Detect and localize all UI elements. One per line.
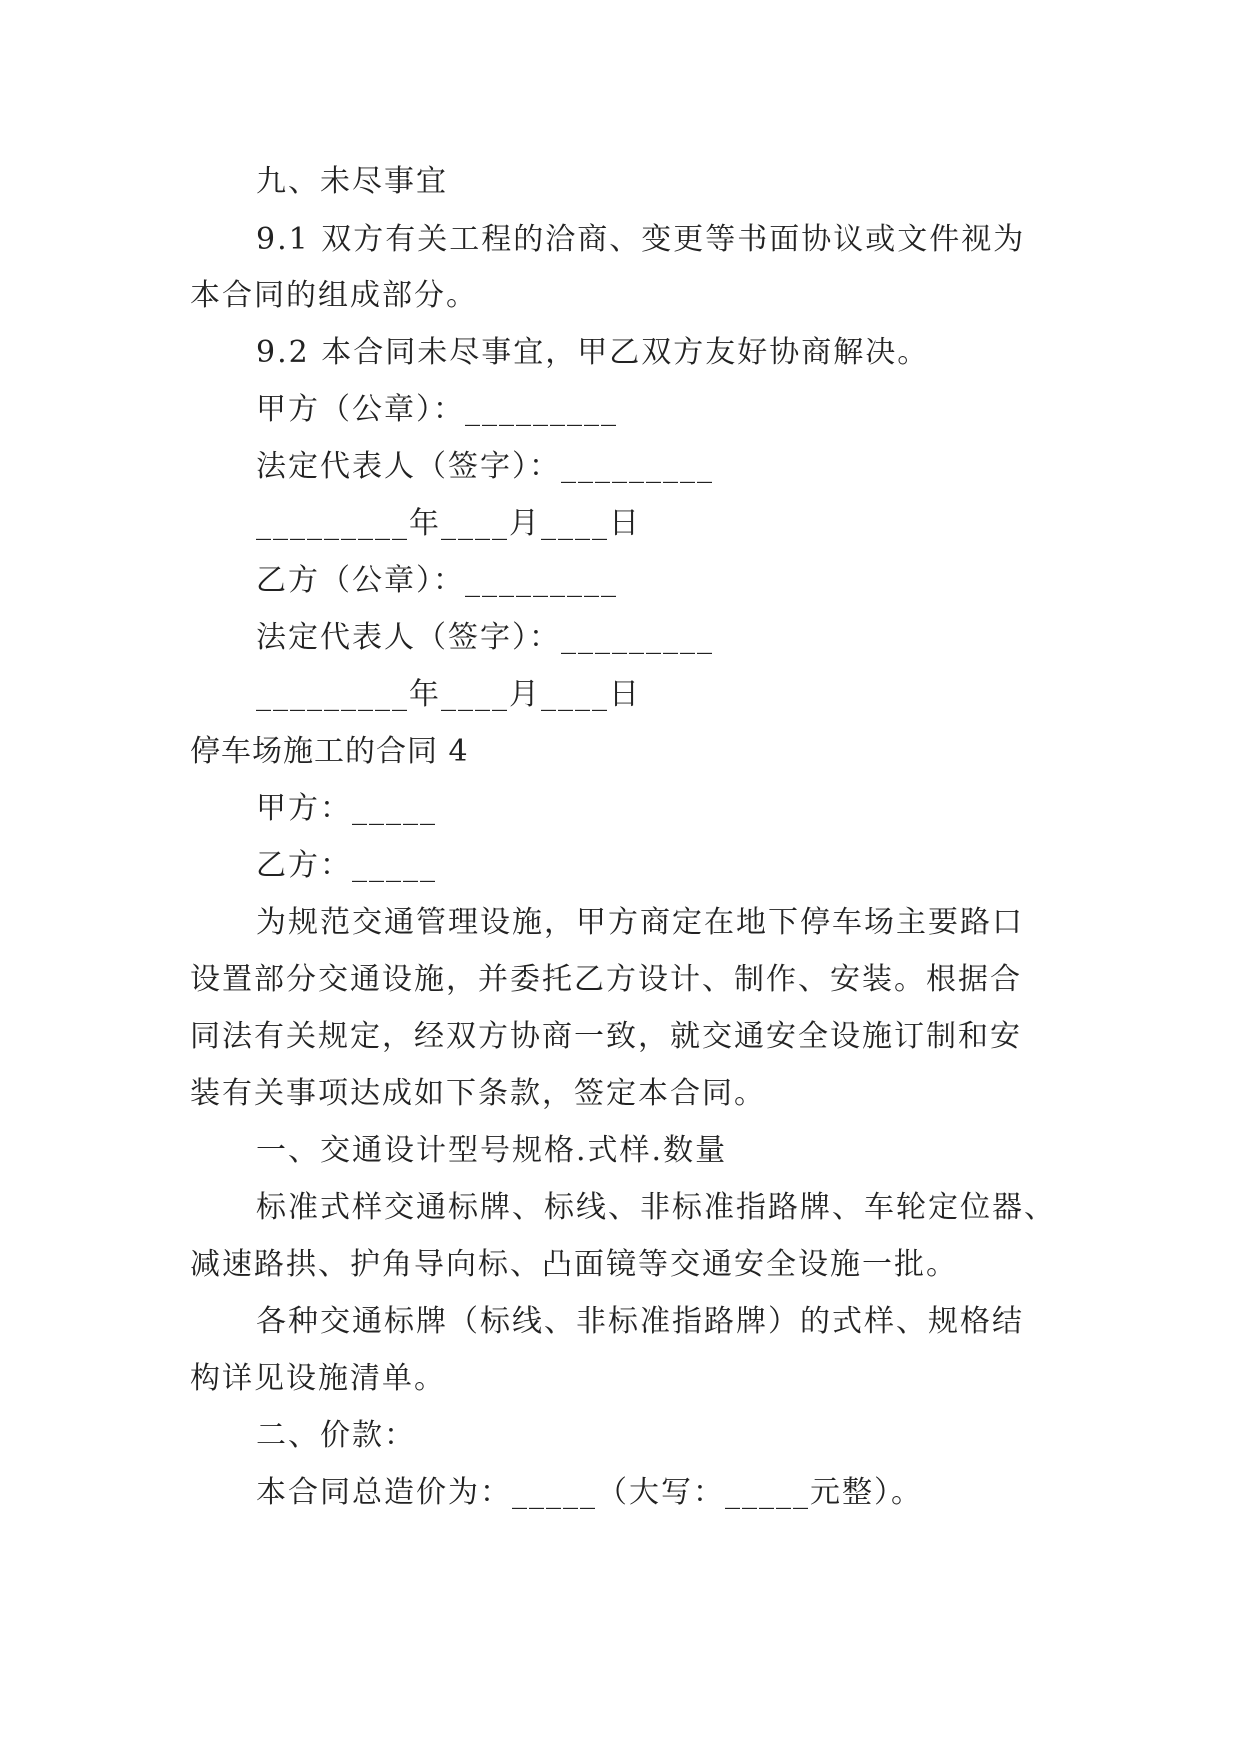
party-b-date: _________年____月____日 xyxy=(256,677,641,712)
party-a-seal: 甲方（公章）：_________ xyxy=(256,392,618,427)
preamble-line-2: 设置部分交通设施，并委托乙方设计、制作、安装。根据合 xyxy=(190,962,1022,997)
section-1-para-2-line-1: 各种交通标牌（标线、非标准指路牌）的式样、规格结 xyxy=(256,1304,1024,1339)
clause-9-1-line-2: 本合同的组成部分。 xyxy=(190,278,478,313)
party-b-seal: 乙方（公章）：_________ xyxy=(256,563,618,598)
preamble-line-4: 装有关事项达成如下条款，签定本合同。 xyxy=(190,1076,766,1111)
section-1-para-1-line-2: 减速路拱、护角导向标、凸面镜等交通安全设施一批。 xyxy=(190,1247,958,1282)
party-a-date: _________年____月____日 xyxy=(256,506,641,541)
total-price-line: 本合同总造价为：_____（大写：_____元整）。 xyxy=(256,1475,923,1510)
section-1-para-2-line-2: 构详见设施清单。 xyxy=(190,1361,446,1396)
party-b-representative: 法定代表人（签字）：_________ xyxy=(256,620,714,655)
section-1-para-1-line-1: 标准式样交通标牌、标线、非标准指路牌、车轮定位器、 xyxy=(256,1190,1056,1225)
clause-9-2: 9.2 本合同未尽事宜，甲乙双方友好协商解决。 xyxy=(256,335,930,370)
clause-9-1-line-1: 9.1 双方有关工程的洽商、变更等书面协议或文件视为 xyxy=(256,222,1026,257)
section-heading-9: 九、未尽事宜 xyxy=(256,164,448,199)
section-heading-1: 一、交通设计型号规格.式样.数量 xyxy=(256,1133,728,1168)
party-a-representative: 法定代表人（签字）：_________ xyxy=(256,449,714,484)
preamble-line-1: 为规范交通管理设施，甲方商定在地下停车场主要路口 xyxy=(256,905,1024,940)
contract-title: 停车场施工的合同 4 xyxy=(190,734,469,769)
party-b-line: 乙方：_____ xyxy=(256,848,437,883)
party-a-line: 甲方：_____ xyxy=(256,791,437,826)
section-heading-2: 二、价款： xyxy=(256,1418,416,1453)
preamble-line-3: 同法有关规定，经双方协商一致，就交通安全设施订制和安 xyxy=(190,1019,1022,1054)
